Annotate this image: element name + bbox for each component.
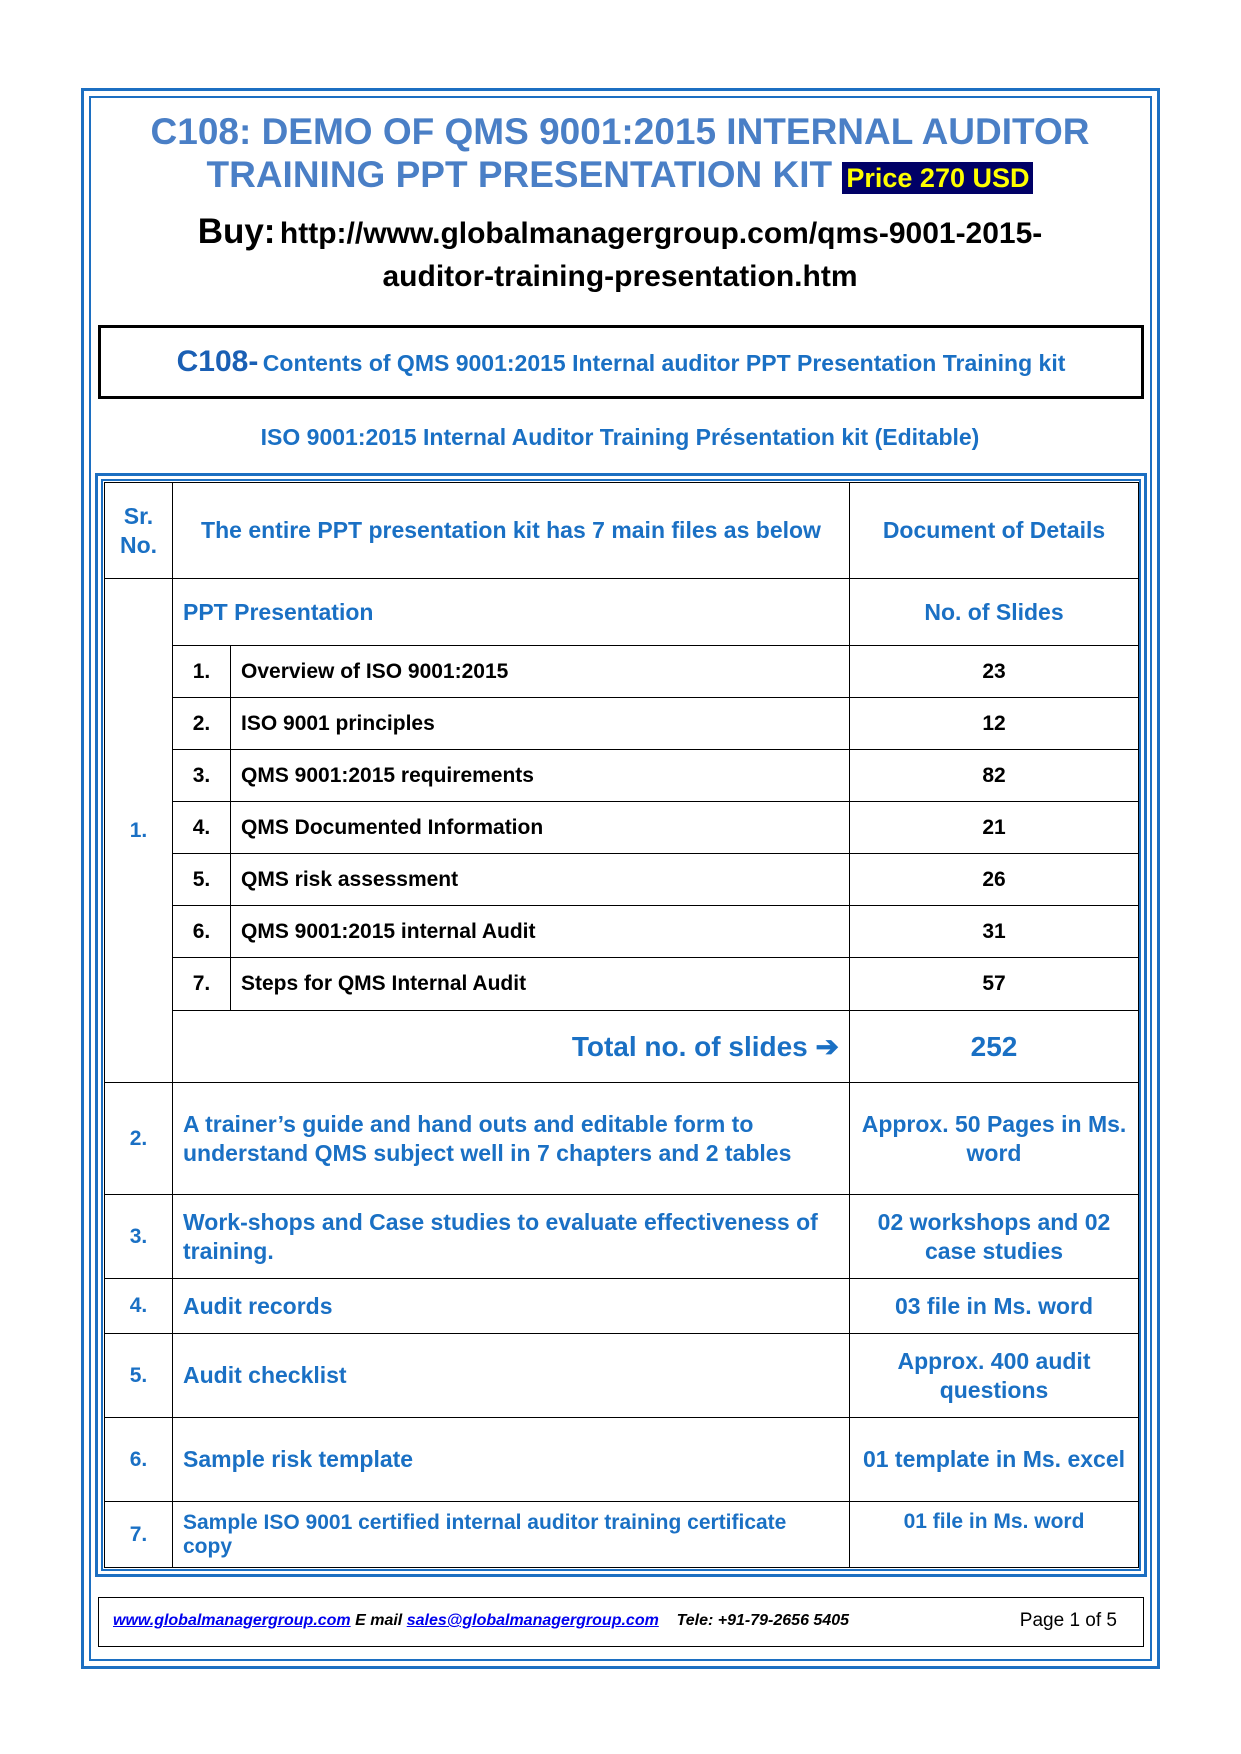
ppt-item-no: 5. bbox=[173, 854, 231, 906]
row-1-sr: 1. bbox=[105, 579, 173, 1083]
ppt-item-slides: 23 bbox=[850, 646, 1139, 698]
contents-table bbox=[104, 482, 1139, 1568]
ppt-item-name: QMS Documented Information bbox=[231, 802, 850, 854]
row-description: Sample risk template bbox=[173, 1418, 850, 1502]
ppt-item-row bbox=[105, 698, 1139, 750]
ppt-item-name: QMS 9001:2015 requirements bbox=[231, 750, 850, 802]
ppt-item-name: Steps for QMS Internal Audit bbox=[231, 958, 850, 1011]
ppt-item-name: QMS 9001:2015 internal Audit bbox=[231, 906, 850, 958]
ppt-item-name: Overview of ISO 9001:2015 bbox=[231, 646, 850, 698]
ppt-item-no: 6. bbox=[173, 906, 231, 958]
row-description: Work-shops and Case studies to evaluate effectiveness of training. bbox=[173, 1195, 850, 1279]
table-row bbox=[105, 1083, 1139, 1195]
ppt-heading: PPT Presentation bbox=[173, 579, 850, 646]
buy-url-line-2[interactable]: auditor-training-presentation.htm bbox=[382, 260, 858, 293]
slides-heading: No. of Slides bbox=[850, 579, 1139, 646]
contents-heading-box bbox=[98, 325, 1144, 399]
table-row bbox=[105, 1418, 1139, 1502]
ppt-item-slides: 57 bbox=[850, 958, 1139, 1011]
ppt-item-slides: 26 bbox=[850, 854, 1139, 906]
row-sr: 7. bbox=[105, 1502, 173, 1568]
ppt-item-no: 2. bbox=[173, 698, 231, 750]
ppt-item-slides: 31 bbox=[850, 906, 1139, 958]
page-number: Page 1 of 5 bbox=[1019, 1610, 1117, 1631]
ppt-item-slides: 21 bbox=[850, 802, 1139, 854]
price-badge: Price 270 USD bbox=[842, 162, 1033, 194]
ppt-item-row bbox=[105, 854, 1139, 906]
table-row bbox=[105, 1502, 1139, 1568]
table-header-row bbox=[105, 483, 1139, 579]
buy-url-line-1[interactable]: http://www.globalmanagergroup.com/qms-9001-2015- bbox=[279, 217, 1043, 250]
total-label: Total no. of slides ➔ bbox=[173, 1011, 850, 1083]
buy-link-block bbox=[100, 213, 1140, 296]
kit-subtitle: ISO 9001:2015 Internal Auditor Training Présentation kit (Editable) bbox=[260, 424, 980, 450]
ppt-item-row bbox=[105, 906, 1139, 958]
row-detail: 03 file in Ms. word bbox=[850, 1279, 1139, 1334]
total-value: 252 bbox=[850, 1011, 1139, 1083]
row-description: Audit checklist bbox=[173, 1334, 850, 1418]
contents-code: C108- bbox=[176, 345, 259, 378]
page-title bbox=[100, 110, 1140, 200]
ppt-item-name: QMS risk assessment bbox=[231, 854, 850, 906]
ppt-item-row bbox=[105, 802, 1139, 854]
table-row bbox=[105, 1195, 1139, 1279]
row-description: Sample ISO 9001 certified internal auditor training certificate copy bbox=[173, 1502, 850, 1568]
row-detail: Approx. 400 audit questions bbox=[850, 1334, 1139, 1418]
ppt-item-slides: 82 bbox=[850, 750, 1139, 802]
title-line-2 bbox=[207, 153, 1034, 200]
footer-tele: Tele: +91-79-2656 5405 bbox=[676, 1612, 850, 1629]
ppt-item-name: ISO 9001 principles bbox=[231, 698, 850, 750]
row-detail: 01 file in Ms. word bbox=[850, 1502, 1139, 1568]
footer-email-label: E mail bbox=[355, 1612, 403, 1629]
row-sr: 5. bbox=[105, 1334, 173, 1418]
row-description: A trainer’s guide and hand outs and editable form to understand QMS subject well in 7 chapters and 2 tables bbox=[173, 1083, 850, 1195]
row-sr: 2. bbox=[105, 1083, 173, 1195]
total-row bbox=[105, 1011, 1139, 1083]
row-detail: 02 workshops and 02 case studies bbox=[850, 1195, 1139, 1279]
ppt-item-no: 3. bbox=[173, 750, 231, 802]
ppt-item-no: 4. bbox=[173, 802, 231, 854]
table-row bbox=[105, 1334, 1139, 1418]
ppt-item-row bbox=[105, 750, 1139, 802]
page-footer bbox=[98, 1597, 1144, 1647]
row-detail: Approx. 50 Pages in Ms. word bbox=[850, 1083, 1139, 1195]
ppt-heading-row bbox=[105, 579, 1139, 646]
table-row bbox=[105, 1279, 1139, 1334]
title-line-2-text: TRAINING PPT PRESENTATION KIT bbox=[206, 154, 833, 195]
title-line-1: C108: DEMO OF QMS 9001:2015 INTERNAL AUDITOR bbox=[150, 111, 1090, 152]
ppt-item-no: 1. bbox=[173, 646, 231, 698]
row-sr: 3. bbox=[105, 1195, 173, 1279]
contents-text: Contents of QMS 9001:2015 Internal auditor PPT Presentation Training kit bbox=[262, 350, 1066, 376]
header-sr-no: Sr. No. bbox=[105, 483, 173, 579]
ppt-item-row bbox=[105, 958, 1139, 1011]
header-details: Document of Details bbox=[850, 483, 1139, 579]
footer-site-link[interactable]: www.globalmanagergroup.com bbox=[113, 1612, 351, 1629]
row-detail: 01 template in Ms. excel bbox=[850, 1418, 1139, 1502]
ppt-item-no: 7. bbox=[173, 958, 231, 1011]
footer-email-link[interactable]: sales@globalmanagergroup.com bbox=[406, 1612, 659, 1629]
row-sr: 4. bbox=[105, 1279, 173, 1334]
header-description: The entire PPT presentation kit has 7 main files as below bbox=[173, 483, 850, 579]
buy-label: Buy: bbox=[197, 212, 276, 251]
row-description: Audit records bbox=[173, 1279, 850, 1334]
ppt-item-slides: 12 bbox=[850, 698, 1139, 750]
ppt-item-row bbox=[105, 646, 1139, 698]
footer-contact bbox=[113, 1612, 849, 1630]
row-sr: 6. bbox=[105, 1418, 173, 1502]
